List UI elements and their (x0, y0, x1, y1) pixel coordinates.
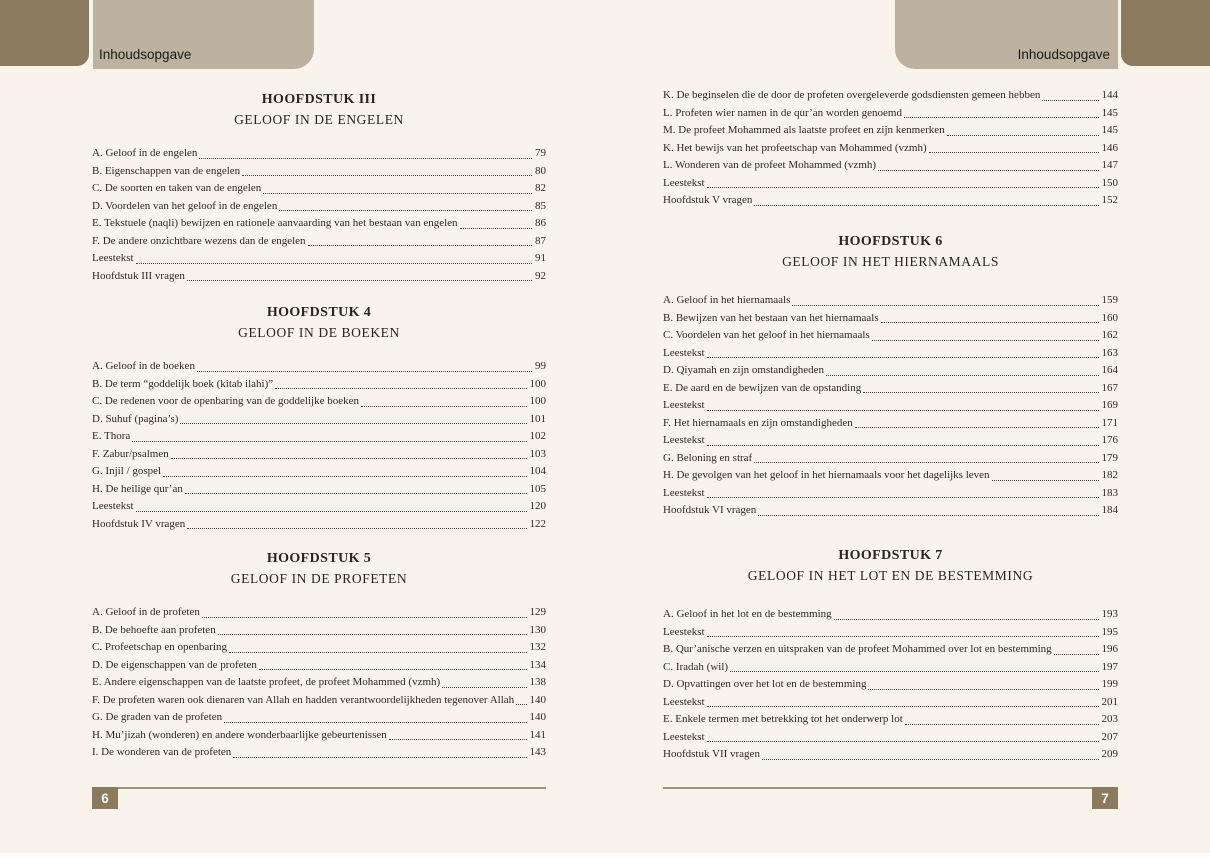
toc-entry-page: 100 (529, 377, 546, 390)
page-number-badge-right: 7 (1092, 787, 1118, 809)
toc-entry-label: Hoofdstuk IV vragen (92, 517, 186, 530)
toc-entry-label: D. Qiyamah en zijn omstandigheden (663, 364, 824, 376)
toc-entry[interactable] (92, 215, 546, 233)
toc-entry-label: G. Beloning en straf (663, 451, 753, 464)
toc-entry-label: H. Mu’jizah (wonderen) en andere wonderbaarlijke gebeurtenissen (92, 728, 387, 741)
toc-entry-leader (308, 245, 532, 246)
toc-entry[interactable] (92, 428, 546, 446)
toc-entry-page: 122 (529, 517, 546, 530)
toc-entry[interactable] (663, 175, 1118, 193)
toc-entry-leader (279, 210, 532, 211)
toc-entry[interactable] (663, 140, 1118, 158)
toc-entry-label: Leestekst (663, 730, 705, 743)
toc-entry-label: I. De wonderen van de profeten (92, 746, 232, 758)
toc-entry-leader (242, 175, 532, 176)
toc-entry-page: 146 (1101, 141, 1118, 154)
toc-entry-leader (754, 205, 1098, 206)
toc-entry-leader (187, 528, 526, 529)
toc-entry[interactable] (663, 711, 1118, 729)
toc-entry-label: Leestekst (663, 346, 705, 359)
toc-entry-page: 105 (529, 482, 546, 495)
toc-entry-label: C. Profeetschap en openbaring (92, 641, 228, 653)
chapter-subtitle: GELOOF IN DE PROFETEN (230, 571, 408, 586)
toc-entry-leader (992, 480, 1099, 481)
footer-rule-left (92, 787, 546, 789)
toc-entry-page: 138 (529, 676, 546, 688)
toc-entry-page: 85 (535, 199, 546, 212)
toc-entry-label: E. Thora (92, 430, 131, 442)
toc-entry-page: 147 (1101, 159, 1118, 171)
toc-entry-page: 140 (529, 711, 546, 723)
toc-entry-page: 184 (1101, 504, 1118, 516)
toc-entry-leader (202, 617, 527, 618)
toc-entry-leader (754, 462, 1098, 463)
toc-entry[interactable] (92, 639, 546, 657)
toc-entry[interactable] (92, 674, 546, 692)
toc-entry-leader (707, 636, 1099, 637)
chapter-title: HOOFDSTUK 6 (838, 234, 943, 249)
toc-entry-label: H. De heilige qur’an (92, 482, 183, 495)
toc-entry-label: A. Geloof in het lot en de bestemming (663, 608, 832, 620)
toc-entry[interactable] (663, 380, 1118, 398)
toc-entry-leader (826, 375, 1099, 376)
toc-entry[interactable] (92, 516, 546, 534)
toc-entry[interactable] (663, 694, 1118, 712)
toc-entry-leader (187, 280, 532, 281)
toc-entry-leader (707, 706, 1099, 707)
toc-entry-label: Leestekst (663, 399, 705, 411)
toc-entry[interactable] (663, 122, 1118, 140)
toc-entry-page: 82 (535, 182, 546, 194)
toc-entry[interactable] (663, 292, 1118, 310)
toc-entry[interactable] (663, 345, 1118, 363)
toc-entry-page: 144 (1101, 89, 1118, 101)
toc-entry[interactable] (663, 192, 1118, 210)
toc-entry[interactable] (92, 622, 546, 640)
toc-entry-leader (1042, 100, 1098, 101)
toc-entry-leader (132, 441, 526, 442)
toc-entry-leader (834, 619, 1099, 620)
toc-entry-page: 79 (535, 147, 546, 159)
toc-entry-page: 92 (535, 269, 546, 282)
toc-entry-label: Leestekst (663, 486, 705, 499)
toc-entry[interactable] (92, 463, 546, 481)
toc-entry-leader (199, 158, 532, 159)
toc-entry-list (92, 145, 546, 285)
toc-entry-page: 193 (1101, 608, 1118, 620)
chapter-subtitle: GELOOF IN HET LOT EN DE BESTEMMING (747, 568, 1034, 583)
toc-entry-page: 164 (1101, 364, 1118, 376)
toc-entry-label: Leestekst (663, 176, 705, 189)
toc-entry-label: D. Suhuf (pagina’s) (92, 412, 179, 425)
toc-entry[interactable] (92, 233, 546, 251)
toc-entry-page: 163 (1101, 346, 1118, 359)
toc-entry[interactable] (663, 641, 1118, 659)
chapter-title: HOOFDSTUK 4 (266, 305, 372, 320)
toc-entry-page: 207 (1101, 730, 1118, 743)
page-bottom-edge (0, 853, 1210, 858)
toc-entry-label: C. Voordelen van het geloof in het hiernamaals (663, 329, 870, 341)
toc-entry-label: F. Het hiernamaals en zijn omstandigheden (663, 416, 853, 429)
toc-entry-leader (516, 704, 526, 705)
toc-entry-label: B. De term “goddelijk boek (kitab ilahi)” (92, 377, 274, 390)
toc-entry-page: 195 (1101, 625, 1118, 638)
chapter-subtitle: GELOOF IN HET HIERNAMAALS (782, 254, 999, 269)
chapter-title: HOOFDSTUK III (261, 92, 377, 107)
toc-entry-page: 100 (529, 395, 546, 407)
toc-entry-page: 150 (1101, 176, 1118, 189)
toc-entry-page: 132 (529, 641, 546, 653)
toc-entry-leader (881, 322, 1099, 323)
toc-entry-label: D. Voordelen van het geloof in de engelen (92, 199, 278, 212)
toc-entry-label: A. Geloof in de boeken (92, 360, 195, 372)
toc-entry[interactable] (663, 624, 1118, 642)
toc-entry-label: B. De behoefte aan profeten (92, 623, 216, 636)
toc-entry[interactable] (92, 446, 546, 464)
toc-entry-leader (197, 371, 532, 372)
toc-entry-label: E. Enkele termen met betrekking tot het onderwerp lot (663, 713, 903, 725)
toc-entry-label: L. Profeten wier namen in de qur’an worden genoemd (663, 106, 902, 119)
toc-entry-page: 120 (529, 500, 546, 512)
toc-entry-list (92, 604, 546, 762)
toc-entry[interactable] (663, 729, 1118, 747)
chapter-subtitle: GELOOF IN DE BOEKEN (238, 325, 400, 340)
toc-entry-page: 201 (1101, 695, 1118, 708)
toc-entry-label: Leestekst (663, 625, 705, 638)
toc-entry[interactable] (663, 157, 1118, 175)
toc-entry[interactable] (92, 604, 546, 622)
toc-entry-leader (442, 687, 526, 688)
toc-entry-label: F. Zabur/psalmen (92, 447, 169, 460)
toc-entry-page: 80 (535, 164, 546, 177)
toc-entry-page: 134 (529, 658, 546, 671)
toc-entry-page: 162 (1101, 329, 1118, 341)
toc-entry-label: Hoofdstuk V vragen (663, 194, 753, 206)
toc-entry[interactable] (92, 411, 546, 429)
toc-entry-leader (707, 357, 1099, 358)
toc-entry-label: E. Tekstuele (naqli) bewijzen en rationele aanvaarding van het bestaan van engelen (92, 217, 458, 229)
toc-entry-label: D. Opvattingen over het lot en de bestemming (663, 678, 867, 690)
toc-entry-page: 197 (1101, 660, 1118, 673)
toc-entry-label: Hoofdstuk VI vragen (663, 504, 757, 516)
toc-entry-page: 176 (1101, 434, 1118, 446)
toc-entry-label: E. De aard en de bewijzen van de opstanding (663, 381, 862, 394)
toc-entry-page: 145 (1101, 106, 1118, 119)
toc-entry-list (663, 606, 1118, 764)
toc-entry-label: G. De graden van de profeten (92, 711, 223, 723)
toc-entry-leader (947, 135, 1099, 136)
header-left-dark-block (0, 0, 89, 66)
toc-entry-page: 87 (535, 234, 546, 247)
toc-entry-leader (180, 423, 526, 424)
toc-entry-page: 141 (529, 728, 546, 741)
toc-entry-label: A. Geloof in de profeten (92, 606, 200, 618)
toc-entry-label: Leestekst (92, 500, 134, 512)
toc-entry-label: F. De profeten waren ook dienaren van Allah en hadden verantwoordelijkheden tegenover Allah (92, 693, 515, 706)
toc-entry-label: C. De soorten en taken van de engelen (92, 182, 262, 194)
toc-entry-leader (233, 757, 526, 758)
toc-page-left (92, 0, 546, 858)
toc-entry-page: 145 (1101, 124, 1118, 136)
toc-entry-leader (707, 497, 1099, 498)
footer-rule-right (663, 787, 1118, 789)
toc-entry-label: C. Iradah (wil) (663, 660, 729, 673)
toc-entry-page: 182 (1101, 469, 1118, 481)
toc-entry-leader (229, 652, 526, 653)
toc-entry[interactable] (92, 198, 546, 216)
toc-entry-list (92, 358, 546, 533)
toc-entry[interactable] (92, 744, 546, 762)
toc-entry-page: 140 (529, 693, 546, 706)
toc-entry-label: G. Injil / gospel (92, 465, 162, 477)
toc-entry[interactable] (663, 310, 1118, 328)
toc-entry-leader (762, 759, 1099, 760)
toc-entry-leader (218, 634, 527, 635)
toc-entry[interactable] (92, 657, 546, 675)
toc-entry[interactable] (92, 268, 546, 286)
toc-entry-label: B. Bewijzen van het bestaan van het hiernamaals (663, 311, 879, 324)
header-left-label: Inhoudsopgave (99, 47, 192, 62)
toc-entry-page: 183 (1101, 486, 1118, 499)
toc-entry-page: 99 (535, 360, 546, 372)
toc-entry-leader (460, 228, 532, 229)
toc-entry-leader (224, 722, 526, 723)
toc-entry[interactable] (663, 362, 1118, 380)
toc-entry-page: 196 (1101, 643, 1118, 655)
toc-entry-label: Hoofdstuk VII vragen (663, 748, 760, 760)
toc-entry[interactable] (663, 415, 1118, 433)
toc-entry-label: Hoofdstuk III vragen (92, 269, 185, 282)
toc-entry-leader (707, 741, 1099, 742)
page-number-badge-left: 6 (92, 787, 118, 809)
toc-entry-page: 209 (1101, 748, 1118, 760)
toc-entry-leader (792, 305, 1098, 306)
toc-entry[interactable] (92, 709, 546, 727)
toc-entry-leader (872, 340, 1099, 341)
toc-entry-leader (163, 476, 526, 477)
toc-entry-label: C. De redenen voor de openbaring van de goddelijke boeken (92, 395, 359, 407)
toc-entry[interactable] (92, 376, 546, 394)
chapter-title: HOOFDSTUK 7 (838, 548, 943, 563)
toc-entry-page: 129 (529, 606, 546, 618)
toc-entry-label: A. Geloof in de engelen (92, 147, 198, 159)
toc-entry-leader (878, 170, 1098, 171)
toc-entry-leader (863, 392, 1098, 393)
toc-entry-page: 171 (1101, 416, 1118, 429)
toc-entry[interactable] (663, 327, 1118, 345)
toc-entry-leader (136, 511, 527, 512)
toc-entry-leader (389, 739, 527, 740)
toc-entry-leader (185, 493, 527, 494)
toc-entry[interactable] (92, 498, 546, 516)
toc-entry-label: K. De beginselen die de door de profeten overgeleverde godsdiensten gemeen hebben (663, 89, 1041, 101)
toc-entry[interactable] (663, 432, 1118, 450)
toc-entry-page: 101 (529, 412, 546, 425)
toc-entry-label: M. De profeet Mohammed als laatste profeet en zijn kenmerken (663, 124, 945, 136)
toc-entry-page: 143 (529, 746, 546, 758)
toc-entry-label: D. De eigenschappen van de profeten (92, 658, 257, 671)
header-right-dark-block (1121, 0, 1210, 66)
toc-entry[interactable] (92, 358, 546, 376)
toc-entry-leader (361, 406, 527, 407)
toc-entry-leader (904, 117, 1099, 118)
toc-entry-leader (730, 671, 1098, 672)
toc-entry-leader (707, 445, 1099, 446)
toc-page-right (663, 0, 1118, 858)
toc-entry[interactable] (663, 450, 1118, 468)
toc-entry-label: B. Eigenschappen van de engelen (92, 164, 241, 177)
toc-entry-leader (259, 669, 527, 670)
toc-entry-leader (275, 388, 526, 389)
toc-entry[interactable] (663, 746, 1118, 764)
toc-entry-leader (855, 427, 1099, 428)
toc-entry[interactable] (663, 467, 1118, 485)
toc-entry[interactable] (663, 606, 1118, 624)
toc-entry[interactable] (92, 163, 546, 181)
toc-entry[interactable] (92, 180, 546, 198)
toc-entry[interactable] (663, 87, 1118, 105)
toc-entry-page: 179 (1101, 451, 1118, 464)
toc-entry-page: 104 (529, 465, 546, 477)
toc-entry-label: Leestekst (92, 252, 134, 264)
toc-entry[interactable] (92, 145, 546, 163)
toc-entry-page: 102 (529, 430, 546, 442)
toc-entry-page: 160 (1101, 311, 1118, 324)
toc-entry[interactable] (663, 105, 1118, 123)
toc-entry[interactable] (663, 676, 1118, 694)
toc-entry[interactable] (663, 502, 1118, 520)
toc-entry-leader (1054, 654, 1099, 655)
toc-entry-leader (707, 410, 1099, 411)
toc-entry-page: 203 (1101, 713, 1118, 725)
toc-entry-page: 169 (1101, 399, 1118, 411)
toc-entry-leader (905, 724, 1099, 725)
toc-entry[interactable] (92, 250, 546, 268)
toc-entry-leader (707, 187, 1099, 188)
toc-entry[interactable] (92, 727, 546, 745)
toc-entry[interactable] (663, 397, 1118, 415)
toc-entry[interactable] (92, 393, 546, 411)
toc-entry-label: Leestekst (663, 695, 705, 708)
toc-entry-label: H. De gevolgen van het geloof in het hiernamaals voor het dagelijks leven (663, 469, 990, 481)
toc-entry[interactable] (663, 485, 1118, 503)
toc-entry[interactable] (92, 692, 546, 710)
toc-entry-page: 86 (535, 217, 546, 229)
toc-entry-list (663, 87, 1118, 210)
toc-entry[interactable] (92, 481, 546, 499)
chapter-subtitle: GELOOF IN DE ENGELEN (234, 112, 404, 127)
toc-entry-label: F. De andere onzichtbare wezens dan de engelen (92, 234, 306, 247)
toc-entry-leader (263, 193, 532, 194)
toc-entry-page: 167 (1101, 381, 1118, 394)
toc-entry-list (663, 292, 1118, 520)
toc-entry-leader (758, 515, 1098, 516)
toc-entry-label: L. Wonderen van de profeet Mohammed (vzmh) (663, 159, 877, 171)
toc-entry-page: 103 (529, 447, 546, 460)
toc-entry-page: 199 (1101, 678, 1118, 690)
toc-entry-leader (136, 263, 532, 264)
header-right-label: Inhoudsopgave (1017, 47, 1110, 62)
toc-entry-page: 91 (535, 252, 546, 264)
toc-entry-label: A. Geloof in het hiernamaals (663, 294, 791, 306)
chapter-title: HOOFDSTUK 5 (266, 551, 372, 566)
toc-entry-label: B. Qur’anische verzen en uitspraken van de profeet Mohammed over lot en bestemming (663, 643, 1052, 655)
toc-entry-leader (868, 689, 1098, 690)
toc-entry[interactable] (663, 659, 1118, 677)
toc-entry-page: 159 (1101, 294, 1118, 306)
toc-entry-page: 130 (529, 623, 546, 636)
toc-entry-leader (929, 152, 1099, 153)
toc-entry-label: E. Andere eigenschappen van de laatste profeet, de profeet Mohammed (vzmh) (92, 676, 441, 688)
toc-entry-label: Leestekst (663, 434, 705, 446)
toc-entry-label: K. Het bewijs van het profeetschap van Mohammed (vzmh) (663, 141, 927, 154)
toc-entry-leader (171, 458, 527, 459)
toc-entry-page: 152 (1101, 194, 1118, 206)
